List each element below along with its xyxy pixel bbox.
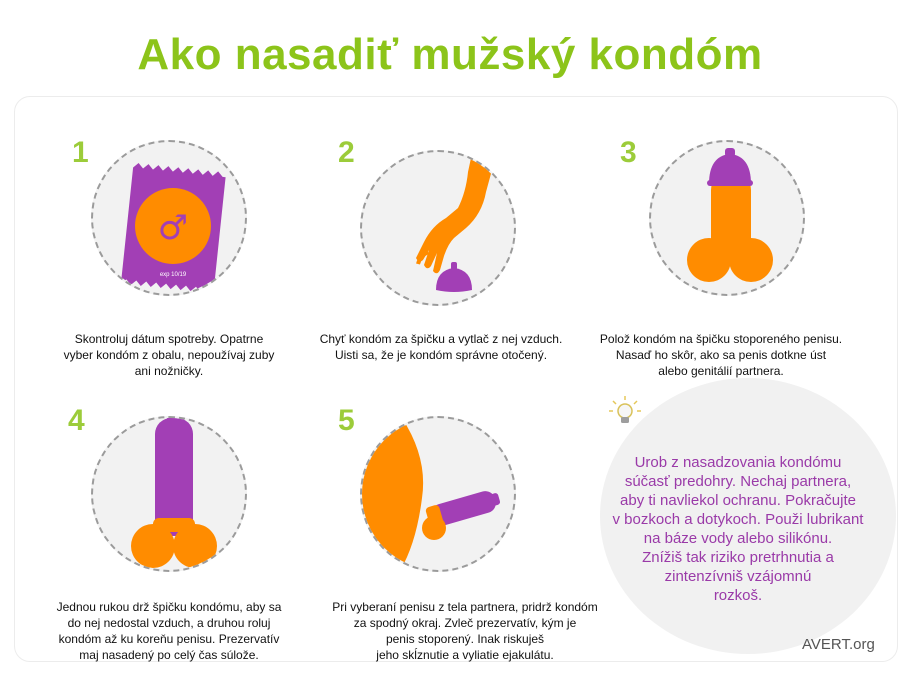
- step-3-illustration: [649, 140, 805, 296]
- page-title: Ako nasadiť mužský kondóm: [137, 30, 763, 79]
- step-5-number: 5: [338, 404, 355, 437]
- hand-holding-condom-icon: [362, 152, 516, 306]
- step-4-caption: Jednou rukou drž špičku kondómu, aby sa do nej nedostal vzduch, a druhou roluj kondóm až ku koreňu penisu. Prezervatív maj nasadený po celý čas súlože.: [56, 600, 282, 662]
- step-5-caption: Pri vyberaní penisu z tela partnera, pridrž kondóm za spodný okraj. Zvleč prezervatív, kým je penis stoporený. Inak riskuješ jeho skĺznutie a vyliatie ejakulátu.: [332, 600, 598, 662]
- source-credit: AVERT.org: [802, 636, 875, 653]
- tip-text: Urob z nasadzovania kondómu súčasť predohry. Nechaj partnera, aby ti navliekol ochranu. Pokračujte v bozkoch a dotykoch. Použi lubrikant na báze vody alebo silikónu. Znížiš tak riziko pretrhnutia a zintenzívniš vzájomnú rozkoš.: [612, 454, 864, 604]
- step-1-number: 1: [72, 136, 89, 169]
- step-3-caption: Polož kondóm na špičku stoporeného penisu. Nasaď ho skôr, ako sa penis dotkne úst alebo genitálií partnera.: [599, 332, 843, 378]
- step-4-number: 4: [68, 404, 85, 437]
- condom-package-icon: [93, 142, 247, 296]
- step-4-illustration: [91, 416, 247, 572]
- lightbulb-icon: [608, 395, 642, 429]
- condom-rolled-on-icon: [93, 418, 247, 572]
- step-1-caption: Skontroluj dátum spotreby. Opatrne vyber kondóm z obalu, nepoužívaj zuby ani nožničky.: [63, 332, 275, 378]
- step-5-illustration: [360, 416, 516, 572]
- condom-on-tip-icon: [651, 142, 805, 296]
- step-2-illustration: [360, 150, 516, 306]
- step-2-number: 2: [338, 136, 355, 169]
- step-2-caption: Chyť kondóm za špičku a vytlač z nej vzduch. Uisti sa, že je kondóm správne otočený.: [319, 332, 563, 362]
- step-3-number: 3: [620, 136, 637, 169]
- step-1-illustration: [91, 140, 247, 296]
- package-symbol: ♂: [157, 208, 189, 248]
- package-expiry: exp 10/19: [159, 272, 187, 278]
- condom-removal-icon: [362, 418, 516, 572]
